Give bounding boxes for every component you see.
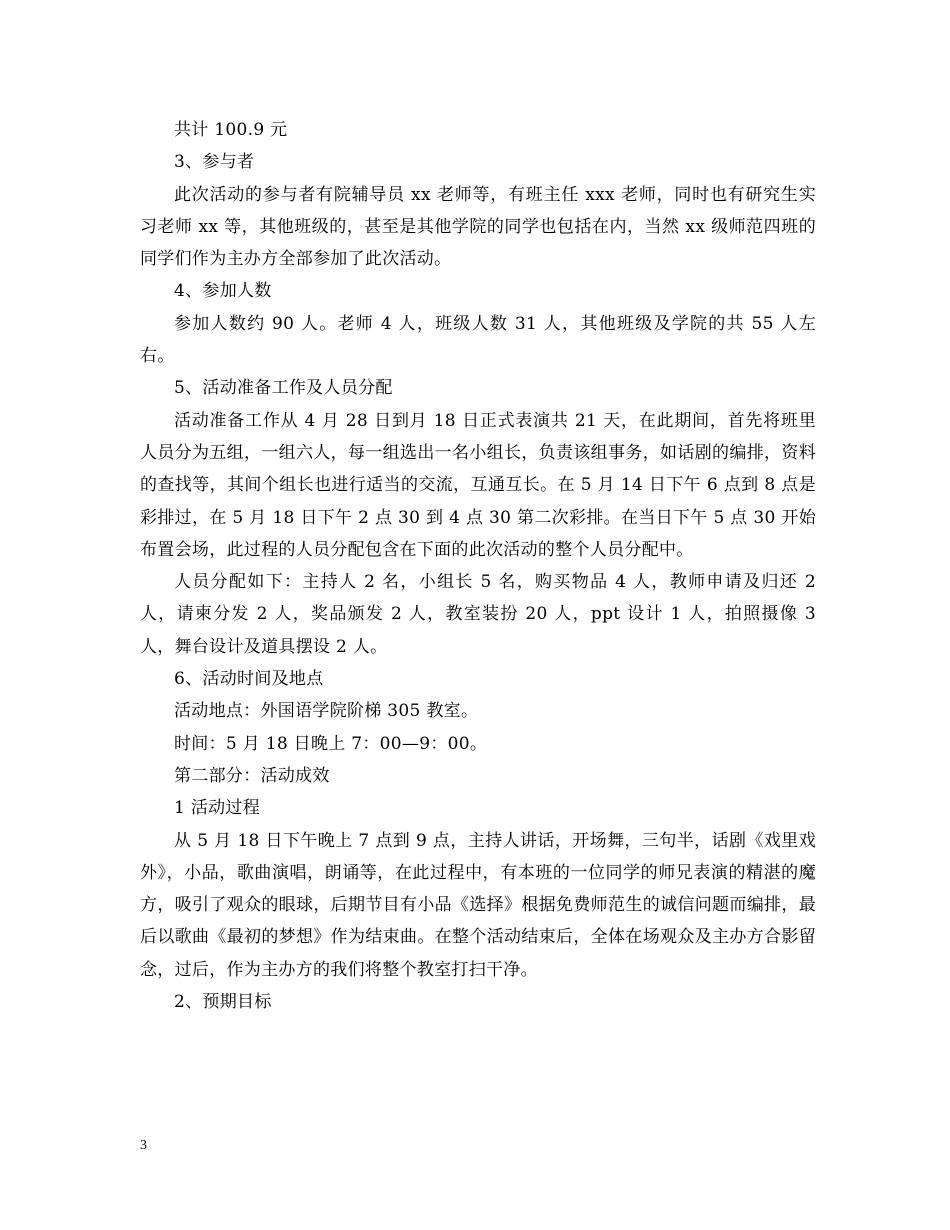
document-body: [140, 114, 816, 1018]
section-heading-preparation: 5、活动准备工作及人员分配: [174, 378, 393, 399]
paragraph-attendance: 参加人数约 90 人。老师 4 人，班级人数 31 人，其他班级及学院的共 55 人左右。: [140, 313, 816, 367]
section-heading-time-place: 6、活动时间及地点: [174, 669, 324, 690]
section-heading-goals: 2、预期目标: [174, 992, 272, 1013]
section-heading-attendance: 4、参加人数: [174, 281, 272, 302]
part-heading-results: 第二部分：活动成效: [174, 765, 330, 786]
section-heading-process: 1 活动过程: [174, 798, 261, 819]
section-heading-participants: 3、参与者: [174, 152, 255, 173]
paragraph-process: 从 5 月 18 日下午晚上 7 点到 9 点，主持人讲话，开场舞，三句半，话剧《戏里戏外》，小品，歌曲演唱，朗诵等，在此过程中，有本班的一位同学的师兄表演的精湛的魔方，吸引了观众的眼球，后期节目有小品《选择》根据免费师范生的诚信问题而编排，最后以歌曲《最初的梦想》作为结束曲。在整个活动结束后，全体在场观众及主办方合影留念，过后，作为主办方的我们将整个教室打扫干净。: [140, 830, 816, 980]
text-line-time: 时间：5 月 18 日晚上 7：00—9：00。: [174, 733, 488, 754]
text-line-location: 活动地点：外国语学院阶梯 305 教室。: [174, 701, 479, 722]
page-number: 3: [140, 1138, 147, 1153]
paragraph-preparation: 活动准备工作从 4 月 28 日到月 18 日正式表演共 21 天，在此期间，首先将班里人员分为五组，一组六人，每一组选出一名小组长，负责该组事务，如话剧的编排，资料的查找等，其间个组长也进行适当的交流，互通互长。在 5 月 14 日下午 6 点到 8 点是彩排过，在 5 月 18 日下午 2 点 30 到 4 点 30 第二次彩排。在当日下午 5 点 30 开始布置会场，此过程的人员分配包含在下面的此次活动的整个人员分配中。: [140, 410, 816, 560]
paragraph-staff-allocation: 人员分配如下：主持人 2 名，小组长 5 名，购买物品 4 人，教师申请及归还 2 人，请柬分发 2 人，奖品颁发 2 人，教室装扮 20 人，ppt 设计 1 人，拍照摄像 3 人，舞台设计及道具摆设 2 人。: [140, 572, 816, 657]
text-line-total-cost: 共计 100.9 元: [174, 120, 288, 140]
paragraph-participants: 此次活动的参与者有院辅导员 xx 老师等，有班主任 xxx 老师，同时也有研究生实习老师 xx 等，其他班级的，甚至是其他学院的同学也包括在内，当然 xx 级师范四班的同学们作为主办方全部参加了此次活动。: [140, 184, 816, 270]
